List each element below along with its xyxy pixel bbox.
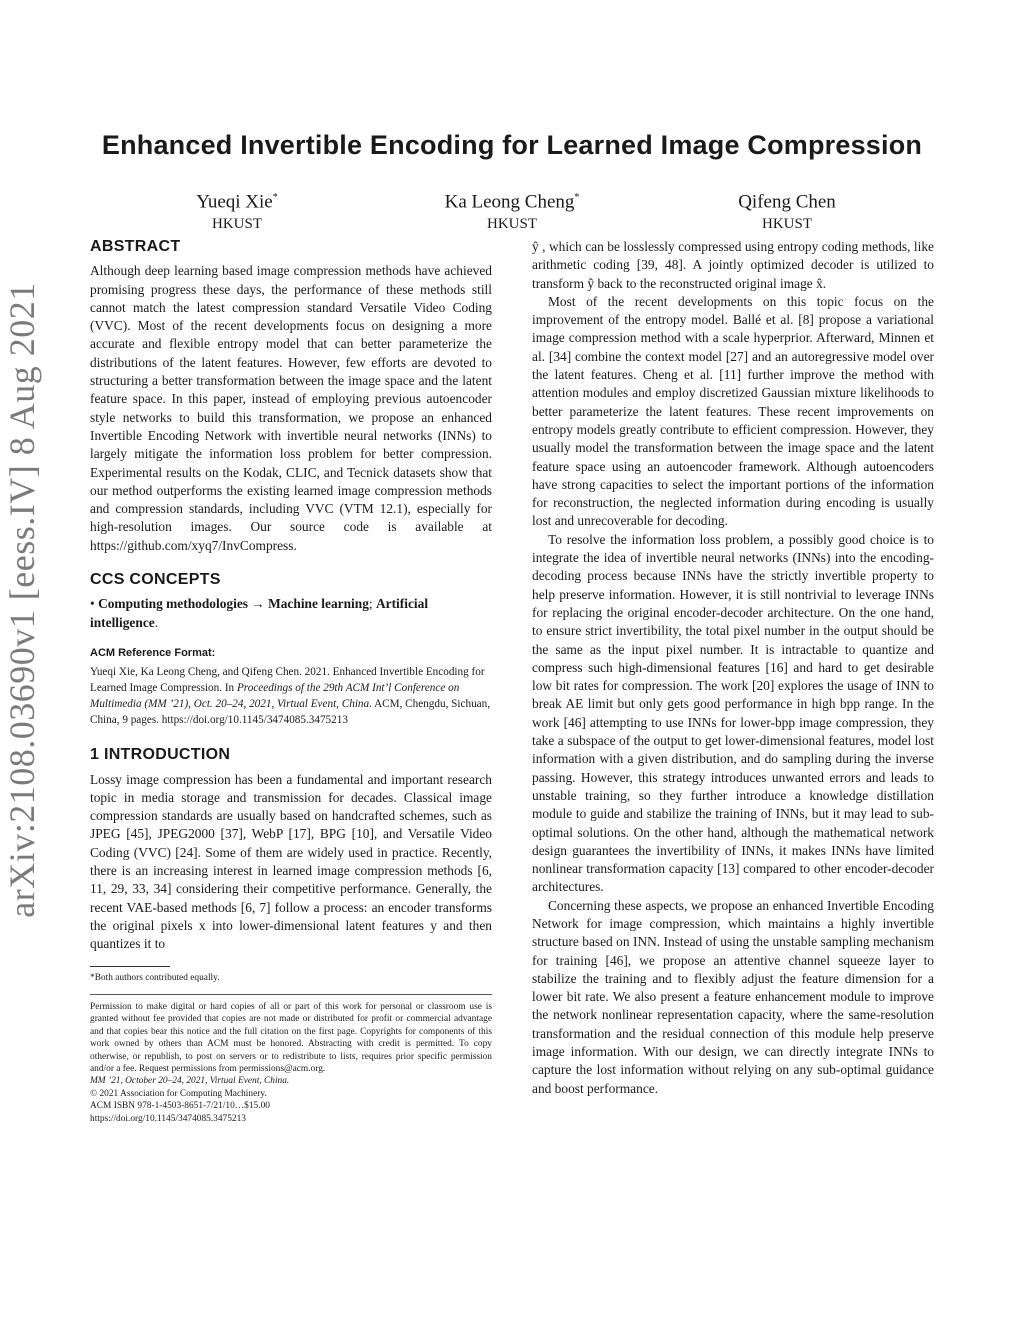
author-name: Qifeng Chen: [738, 191, 836, 213]
right-column: [532, 238, 934, 1098]
acm-ref-part: Yueqi Xie, Ka Leong Cheng, and Qifeng Chen. 2021. Enhanced Invertible Encoding for Learned Image Compression. In: [90, 666, 485, 695]
paper-title: Enhanced Invertible Encoding for Learned Image Compression: [101, 130, 923, 160]
body-paragraph: ŷ , which can be losslessly compressed using entropy coding methods, like arithmetic coding [39, 48]. A jointly optimized decoder is utilized to transform ŷ back to the reconstructed original image x̂.: [532, 239, 934, 291]
author-2: [382, 186, 642, 234]
author-affiliation: HKUST: [211, 216, 262, 233]
author-affiliation: HKUST: [761, 216, 812, 233]
arxiv-id: arXiv:2108.03690v1 [eess.IV] 8 Aug 2021: [2, 282, 42, 918]
acm-ref-venue: Proceedings of the 29th ACM Int’l Conference on Multimedia (MM ’21), Oct. 20–24, 2021, Virtual Event, China.: [90, 682, 460, 711]
author-1: [107, 186, 367, 234]
acm-ref-text: [90, 664, 492, 728]
footnote-rule: [90, 966, 170, 967]
body-paragraph: To resolve the information loss problem, a possibly good choice is to integrate the idea of invertible neural networks (INNs) into the encoding-decoding process because INNs have the strictly invertible property to help preserve information. However, it is still nontrivial to leverage INNs for replacing the original encoder-decoder architecture. On the one hand, to ensure strict invertibility, the total pixel number in the output should be the same as the input pixel number. It is intractable to quantize and compress such high-dimensional features [16] and hard to get desirable low bit rates for compression. The work [20] explores the usage of INN to break AE limit but only gets good performance in high bpp range. In the work [46] attempting to use INNs for lower-bpp image compression, they take a subspace of the output to get lower-dimensional features, model lost information with a given distribution, and do sampling during the inverse passing. However, this strategy introduces unwanted errors and leads to unstable training, so they further introduce a knowledge distillation module to guide and stabilize the training of INNs, but it may lead to sub-optimal solutions. On the other hand, although the mathematical network design guarantees the invertibility of INNs, it makes INNs have limited nonlinear transformation capacity [13] compared to other encoder-decoder architectures.: [532, 531, 934, 895]
intro-heading: 1 INTRODUCTION: [90, 746, 231, 764]
permission-notice: Permission to make digital or hard copies of all or part of this work for personal or classroom use is granted without fee provided that copies are not made or distributed for profit or commercial advantage and that copies bear this notice and the full citation on the first page. Copyrights for components of this work owned by others than ACM must be honored. Abstracting with credit is permitted. To copy otherwise, or republish, to post on servers or to redistribute to lists, requires prior specific permission and/or a fee. Request permissions from permissions@acm.org.: [90, 1001, 492, 1074]
author-name: Ka Leong Cheng: [444, 191, 575, 213]
author-mark: *: [272, 192, 278, 203]
ccs-item: Machine learning: [268, 596, 369, 612]
abstract-heading: ABSTRACT: [90, 238, 181, 255]
acm-ref-part: ACM, Chengdu, Sichuan, China, 9 pages. https://doi.org/10.1145/3474085.3475213: [90, 698, 491, 727]
ccs-item: Computing methodologies: [98, 596, 248, 612]
conference-line: MM ’21, October 20–24, 2021, Virtual Event, China.: [90, 1076, 290, 1087]
footnote: *Both authors contributed equally.: [90, 972, 220, 983]
ccs-item: Artificial intelligence: [90, 596, 429, 630]
ccs-separator: ;: [368, 596, 373, 612]
isbn-line: ACM ISBN 978-1-4503-8651-7/21/10…$15.00: [90, 1101, 270, 1112]
acm-ref-heading: ACM Reference Format:: [90, 646, 216, 659]
ccs-concepts: [90, 595, 492, 632]
ccs-end: .: [154, 614, 159, 630]
body-paragraph: Concerning these aspects, we propose an enhanced Invertible Encoding Network for image compression, which maintains a highly invertible structure based on INN. Instead of using the unstable sampling mechanism for training [46], we propose an attentive channel squeeze layer to stabilize the training and to flexibly adjust the feature dimension for a lower bit rate. We also present a feature enhancement module to improve the network nonlinear representation capacity, where the same-resolution transformation and the residual connection of this module help preserve image information. With our design, we can directly integrate INNs to capture the lost information without relying on any sub-optimal guidance and boost performance.: [532, 897, 934, 1096]
intro-paragraph: Lossy image compression has been a fundamental and important research topic in media storage and transmission for decades. Classical image compression standards are usually based on handcrafted schemes, such as JPEG [45], JPEG2000 [37], WebP [17], BPG [10], and Versatile Video Coding (VVC) [24]. Some of them are widely used in practice. Recently, there is an increasing interest in learned image compression methods [6, 11, 29, 33, 34] considering their competitive performance. Generally, the recent VAE-based methods [6, 7] follow a process: an encoder transforms the original pixels x into lower-dimensional latent features y and then quantizes it to: [90, 771, 492, 952]
author-mark: *: [574, 192, 580, 203]
ccs-arrow: →: [251, 596, 265, 612]
body-paragraph: Most of the recent developments on this topic focus on the improvement of the entropy model. Ballé et al. [8] propose a variational image compression method with a scale hyperprior. Afterward, Minnen et al. [34] combine the context model [27] and an autoregressive model over the latent features. Cheng et al. [11] further improve the method with attention modules and employ discretized Gaussian mixture likelihoods to better parameterize the latent features. These recent improvements on entropy models greatly contribute to efficient compression. However, they usually model the transformation between the image space and the latent feature space using an autoencoder framework. Although autoencoders have strong capacities to select the important portions of the information for reconstruction, the neglected information during encoding is usually lost and unrecoverable for decoding.: [532, 293, 934, 529]
left-column: [90, 238, 492, 1125]
permission-rule: [90, 994, 492, 995]
ccs-heading: CCS CONCEPTS: [90, 571, 221, 589]
ccs-bullet: •: [90, 596, 95, 612]
abstract-text: Although deep learning based image compression methods have achieved promising progress these days, the performance of these methods still cannot match the latest compression standard Versatile Video Coding (VVC). Most of the recent developments focus on designing a more accurate and flexible entropy model that can better parameterize the distributions of the latent features. However, few efforts are devoted to structuring a better transformation between the image space and the latent feature space. In this paper, instead of employing previous autoencoder style networks to build this transformation, we propose an enhanced Invertible Encoding Network with invertible neural networks (INNs) to largely mitigate the information loss problem for better compression. Experimental results on the Kodak, CLIC, and Tecnick datasets show that our method outperforms the existing learned image compression methods and compression standards, including VVC (VTM 12.1), especially for high-resolution images. Our source code is available at https://github.com/xyq7/InvCompress.: [90, 263, 492, 553]
doi-line: https://doi.org/10.1145/3474085.3475213: [90, 1113, 246, 1124]
author-name: Yueqi Xie: [196, 191, 273, 213]
copyright-line: © 2021 Association for Computing Machinery.: [90, 1088, 267, 1099]
author-affiliation: HKUST: [486, 216, 537, 233]
author-3: [657, 186, 917, 234]
